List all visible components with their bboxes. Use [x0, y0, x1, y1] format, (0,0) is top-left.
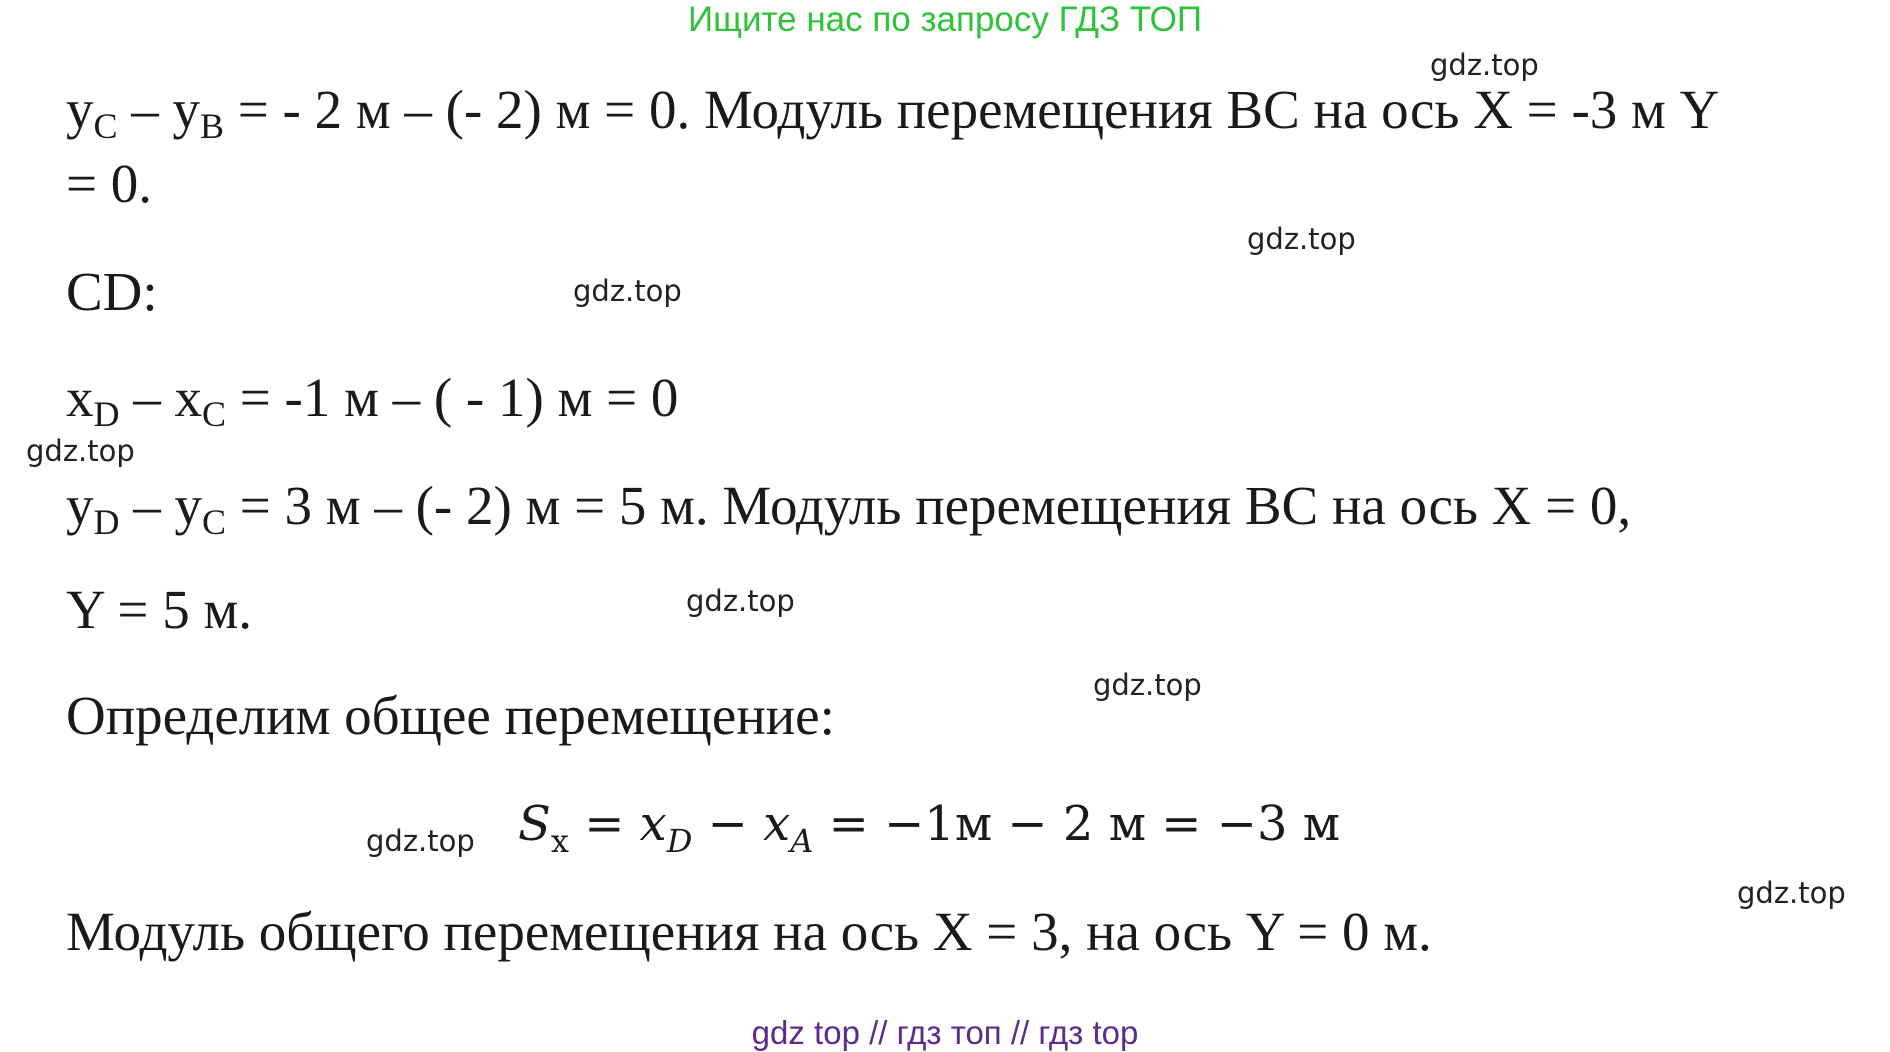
subscript-b: B — [200, 106, 225, 146]
equation-line-y-result: Y = 5 м. — [66, 579, 253, 640]
sentence-total-displacement: Определим общее перемещение: — [66, 685, 835, 746]
minus-sign: – — [119, 367, 175, 428]
subscript-c: C — [93, 106, 118, 146]
footer-links[interactable]: gdz top // гдз топ // гдз top — [751, 1014, 1139, 1051]
formula-var-s: S — [518, 796, 551, 852]
watermark: gdz.top — [1247, 222, 1356, 256]
watermark: gdz.top — [1737, 876, 1846, 910]
formula-equals: = — [568, 796, 640, 852]
equation-line-continuation: = 0. — [66, 153, 153, 214]
displacement-formula — [518, 796, 1341, 860]
subscript-c: C — [202, 502, 227, 542]
subscript-d: D — [93, 394, 120, 434]
subscript-c: C — [202, 394, 227, 434]
var-y: y — [66, 79, 94, 140]
minus-sign: – — [117, 79, 173, 140]
var-x: x — [174, 367, 202, 428]
var-x: x — [66, 367, 94, 428]
formula-subscript-a: A — [790, 822, 814, 860]
top-banner[interactable]: Ищите нас по запросу ГДЗ ТОП — [688, 0, 1202, 39]
formula-subscript-d: D — [666, 822, 693, 860]
watermark: gdz.top — [686, 584, 795, 618]
formula-var-x: x — [763, 796, 791, 852]
var-y: y — [172, 79, 201, 140]
formula-minus: − — [692, 796, 764, 852]
section-label-cd: CD: — [66, 261, 158, 322]
watermark: gdz.top — [366, 824, 475, 858]
var-y: y — [66, 475, 94, 536]
watermark: gdz.top — [1093, 668, 1202, 702]
formula-rest: = −1м − 2 м = −3 м — [813, 796, 1341, 852]
formula-subscript-x: x — [550, 822, 569, 860]
sentence-total-modulus: Модуль общего перемещения на ось X = 3, на ось Y = 0 м. — [66, 901, 1432, 962]
equation-rest: = 3 м – (- 2) м = 5 м. Модуль перемещения ВС на ось X = 0, — [226, 475, 1632, 536]
watermark: gdz.top — [1430, 48, 1539, 82]
formula-var-x: x — [639, 796, 667, 852]
equation-line-yc-yb — [66, 79, 1720, 146]
equation-rest: = -1 м – ( - 1) м = 0 — [226, 367, 679, 428]
var-y: y — [174, 475, 202, 536]
subscript-d: D — [93, 502, 120, 542]
minus-sign: – — [119, 475, 175, 536]
watermark: gdz.top — [573, 274, 682, 308]
equation-rest: = - 2 м – (- 2) м = 0. Модуль перемещения ВС на ось X = -3 м Y — [224, 79, 1720, 140]
watermark: gdz.top — [26, 434, 135, 468]
equation-line-yd-yc — [66, 475, 1632, 542]
equation-line-xd-xc — [66, 367, 679, 434]
